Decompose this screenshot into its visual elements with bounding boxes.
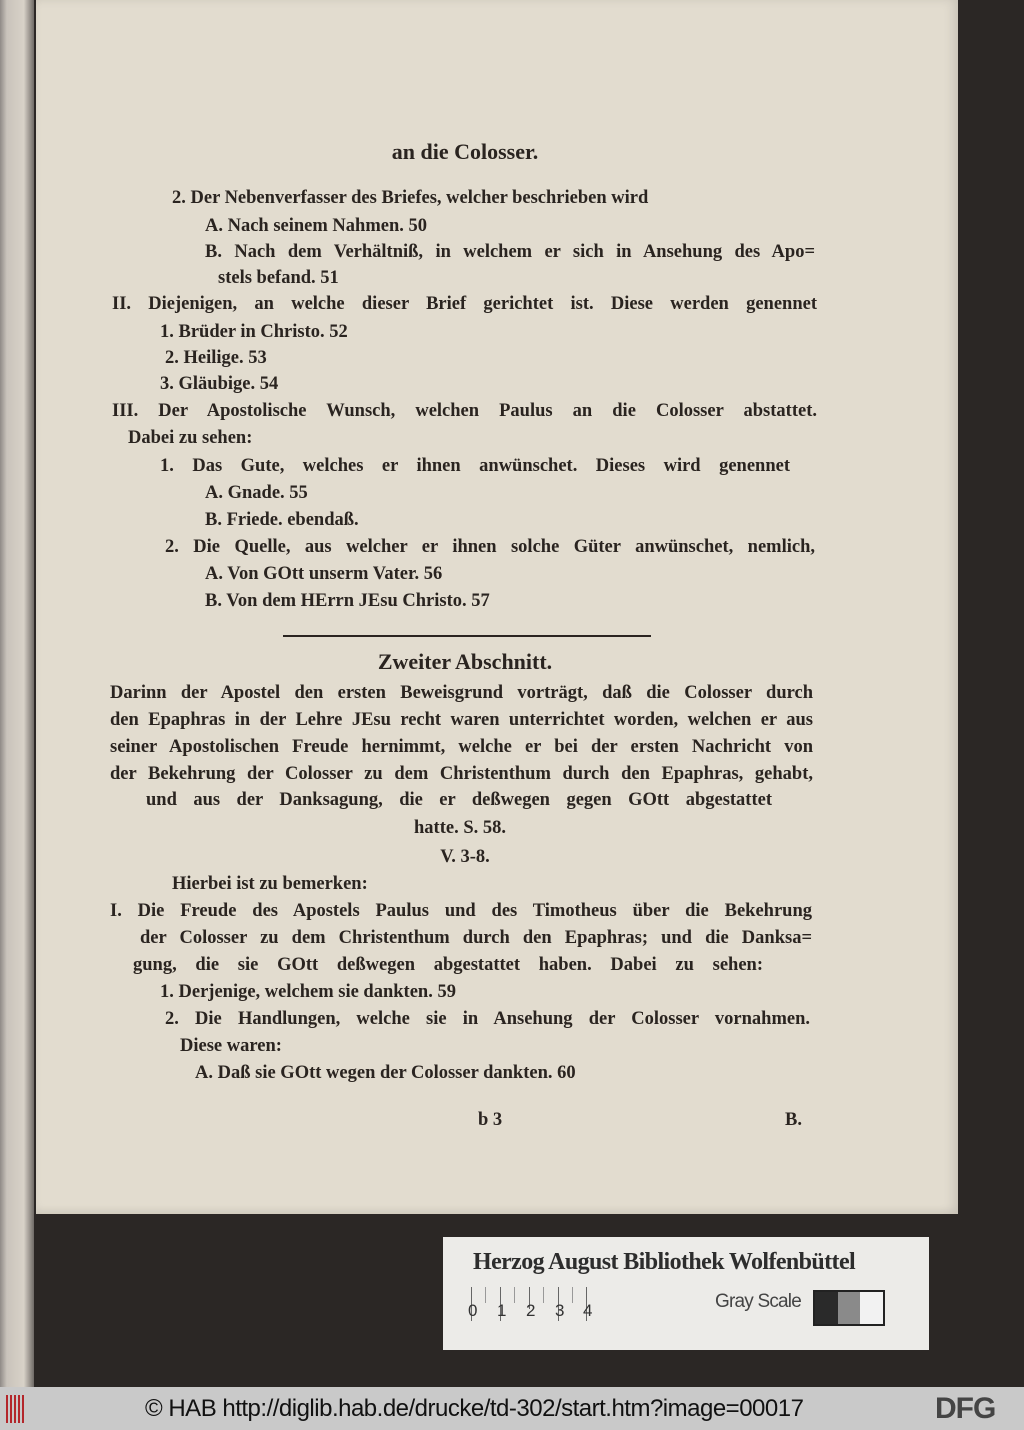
catchword: B.	[785, 1110, 802, 1130]
ruler-number: 1	[497, 1301, 507, 1320]
dfg-logo: DFG	[935, 1392, 996, 1425]
ruler-number: 4	[583, 1301, 593, 1320]
copyright-url[interactable]: © HAB http://diglib.hab.de/drucke/td-302/start.htm?image=00017	[145, 1395, 804, 1422]
text-line: gung, die sie GOtt deßwegen abgestattet haben. Dabei zu sehen:	[133, 955, 763, 975]
text-line: 1. Brüder in Christo. 52	[160, 322, 348, 342]
ruler-tick	[485, 1287, 486, 1303]
ruler-tick	[543, 1287, 544, 1303]
text-line: Hierbei ist zu bemerken:	[172, 874, 368, 894]
gray-scale-swatches	[813, 1290, 885, 1326]
summary-line: der Bekehrung der Colosser zu dem Christenthum durch den Epaphras, gehabt,	[110, 764, 813, 784]
text-line: 3. Gläubige. 54	[160, 374, 279, 394]
section-heading: Zweiter Abschnitt.	[377, 649, 553, 674]
adjacent-page-edge	[0, 0, 34, 1387]
text-line: 1. Das Gute, welches er ihnen anwünschet. Dieses wird genennet	[160, 456, 790, 476]
summary-line: und aus der Danksagung, die er deßwegen gegen GOtt abgestattet	[146, 790, 772, 810]
text-line: Dabei zu sehen:	[128, 428, 253, 448]
ruler-tick	[514, 1287, 515, 1303]
running-head: an die Colosser.	[391, 139, 539, 164]
footer-bar	[0, 1387, 1024, 1430]
text-line: 2. Die Handlungen, welche sie in Ansehung der Colosser vornahmen.	[165, 1009, 810, 1029]
text-line: stels befand. 51	[218, 268, 339, 288]
ruler-number: 3	[555, 1301, 565, 1320]
text-line: 2. Der Nebenverfasser des Briefes, welcher beschrieben wird	[172, 188, 649, 208]
paper	[36, 0, 958, 1214]
ruler-number: 0	[468, 1301, 478, 1320]
text-line: A. Nach seinem Nahmen. 50	[205, 216, 427, 236]
text-line: 2. Die Quelle, aus welcher er ihnen solche Güter anwünschet, nemlich,	[165, 537, 815, 557]
text-line: B. Nach dem Verhältniß, in welchem er sich in Ansehung des Apo=	[205, 242, 815, 262]
ruler-tick	[572, 1287, 573, 1303]
summary-line: den Epaphras in der Lehre JEsu recht waren unterrichtet worden, welchen er aus	[110, 710, 813, 730]
gray-swatch-mid	[838, 1292, 861, 1324]
text-line: A. Daß sie GOtt wegen der Colosser dankten. 60	[195, 1063, 576, 1083]
text-line: III. Der Apostolische Wunsch, welchen Paulus an die Colosser abstattet.	[112, 401, 817, 421]
text-line: I. Die Freude des Apostels Paulus und des Timotheus über die Bekehrung	[110, 901, 812, 921]
ruler-number: 2	[526, 1301, 536, 1320]
summary-line: hatte. S. 58.	[414, 818, 506, 838]
text-line: B. Friede. ebendaß.	[205, 510, 359, 530]
gray-swatch-dark	[815, 1292, 838, 1324]
section-divider	[283, 635, 651, 637]
text-line: 2. Heilige. 53	[165, 348, 267, 368]
verse-reference: V. 3-8.	[440, 847, 490, 867]
summary-line: seiner Apostolischen Freude hernimmt, welche er bei der ersten Nachricht von	[110, 737, 813, 757]
text-line: der Colosser zu dem Christenthum durch den Epaphras; und die Danksa=	[140, 928, 812, 948]
gray-scale-label: Gray Scale	[715, 1291, 801, 1312]
color-scale-card	[443, 1237, 929, 1350]
text-line: A. Von GOtt unserm Vater. 56	[205, 564, 443, 584]
text-line: B. Von dem HErrn JEsu Christo. 57	[205, 591, 490, 611]
text-line: A. Gnade. 55	[205, 483, 308, 503]
gray-swatch-light	[860, 1292, 883, 1324]
text-line: 1. Derjenige, welchem sie dankten. 59	[160, 982, 456, 1002]
library-name: Herzog August Bibliothek Wolfenbüttel	[473, 1249, 856, 1275]
hab-logo-icon	[6, 1395, 24, 1423]
signature-mark: b 3	[478, 1110, 503, 1130]
text-line: Diese waren:	[180, 1036, 282, 1056]
summary-line: Darinn der Apostel den ersten Beweisgrund vorträgt, daß die Colosser durch	[110, 683, 813, 703]
text-line: II. Diejenigen, an welche dieser Brief gerichtet ist. Diese werden genennet	[112, 294, 817, 314]
